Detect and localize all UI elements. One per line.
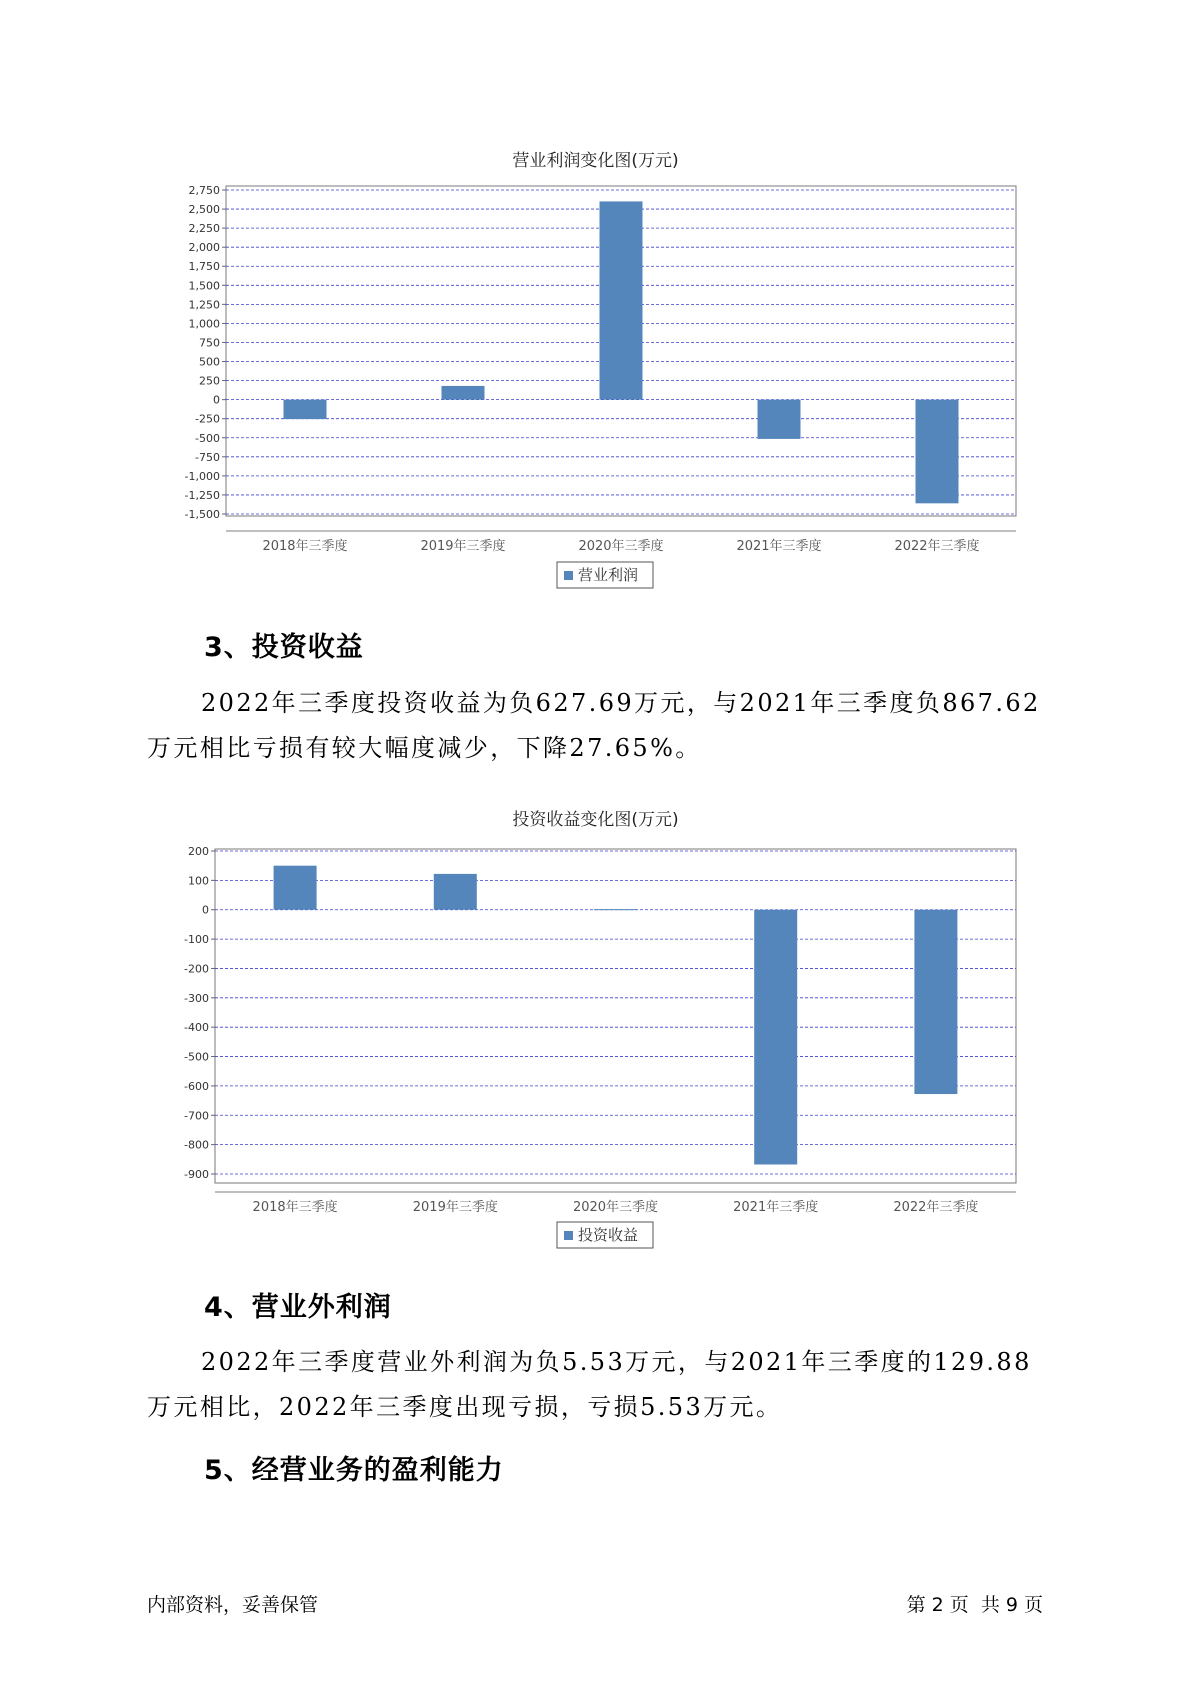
plot-frame — [215, 849, 1016, 1183]
y-tick-label: -500 — [195, 431, 220, 445]
y-tick-label: 2,750 — [188, 184, 220, 197]
x-tick-label: 2021年三季度 — [733, 1200, 819, 1215]
y-tick-label: -1,500 — [184, 508, 220, 521]
footer-page-number: 第 2 页 共 9 页 — [906, 1594, 1043, 1616]
y-tick-label: -300 — [184, 991, 209, 1005]
bar — [600, 201, 643, 399]
y-tick-label: -100 — [184, 933, 209, 947]
legend-label: 投资收益 — [578, 1226, 639, 1244]
y-tick-label: 2,250 — [188, 222, 220, 236]
section-4-paragraph: 2022年三季度营业外利润为负5.53万元，与2021年三季度的129.88万元相比，2022年三季度出现亏损，亏损5.53万元。 — [147, 1348, 1032, 1421]
bar — [914, 910, 957, 1094]
y-tick-label: -1,000 — [184, 469, 220, 483]
chart-2-title: 投资收益变化图(万元) — [512, 810, 679, 830]
bar — [758, 400, 801, 439]
y-tick-label: -250 — [195, 412, 220, 426]
x-tick-label: 2022年三季度 — [893, 1200, 979, 1215]
x-tick-label: 2021年三季度 — [736, 539, 822, 554]
bar — [274, 866, 317, 910]
x-tick-label: 2019年三季度 — [412, 1200, 498, 1215]
bar — [434, 874, 477, 910]
footer-confidential-note: 内部资料，妥善保管 — [147, 1594, 319, 1616]
y-tick-label: 2,500 — [188, 203, 220, 217]
x-tick-label: 2018年三季度 — [262, 539, 348, 554]
y-tick-label: -200 — [184, 962, 209, 976]
y-tick-label: -800 — [184, 1138, 209, 1152]
operating-profit-chart — [0, 170, 1191, 600]
y-tick-label: 100 — [188, 874, 209, 888]
x-tick-label: 2020年三季度 — [578, 539, 664, 554]
y-tick-label: 750 — [199, 336, 220, 350]
y-tick-label: -750 — [195, 450, 220, 464]
x-tick-label: 2019年三季度 — [420, 539, 506, 554]
y-tick-label: 1,500 — [188, 279, 220, 293]
y-tick-label: 200 — [188, 845, 209, 858]
y-tick-label: 250 — [199, 374, 220, 388]
y-tick-label: 1,250 — [188, 298, 220, 312]
legend-label: 营业利润 — [578, 566, 639, 584]
chart-1-title: 营业利润变化图(万元) — [512, 151, 679, 171]
y-tick-label: 1,750 — [188, 260, 220, 274]
bar — [442, 386, 485, 400]
y-tick-label: -900 — [184, 1168, 209, 1181]
bar — [916, 400, 959, 504]
y-tick-label: -400 — [184, 1021, 209, 1035]
y-tick-label: 2,000 — [188, 241, 220, 255]
legend-swatch — [564, 1231, 573, 1240]
y-tick-label: -500 — [184, 1050, 209, 1064]
y-tick-label: -700 — [184, 1109, 209, 1123]
x-tick-label: 2018年三季度 — [252, 1200, 338, 1215]
y-tick-label: -600 — [184, 1079, 209, 1093]
section-3-heading: 3、投资收益 — [204, 632, 364, 663]
section-3-paragraph: 2022年三季度投资收益为负627.69万元，与2021年三季度负867.62万元相比亏损有较大幅度减少，下降27.65%。 — [147, 689, 1041, 762]
section-5-heading: 5、经营业务的盈利能力 — [204, 1455, 504, 1486]
investment-income-chart — [0, 830, 1191, 1250]
y-tick-label: 0 — [213, 393, 220, 407]
y-tick-label: 1,000 — [188, 317, 220, 331]
bar — [284, 400, 327, 419]
section-4-heading: 4、营业外利润 — [204, 1292, 392, 1323]
bar — [754, 910, 797, 1165]
y-tick-label: 500 — [199, 355, 220, 369]
y-tick-label: 0 — [202, 903, 209, 917]
legend-swatch — [564, 571, 573, 580]
x-tick-label: 2020年三季度 — [572, 1200, 659, 1215]
x-tick-label: 2022年三季度 — [894, 539, 980, 554]
bar — [594, 909, 637, 910]
y-tick-label: -1,250 — [184, 488, 220, 502]
